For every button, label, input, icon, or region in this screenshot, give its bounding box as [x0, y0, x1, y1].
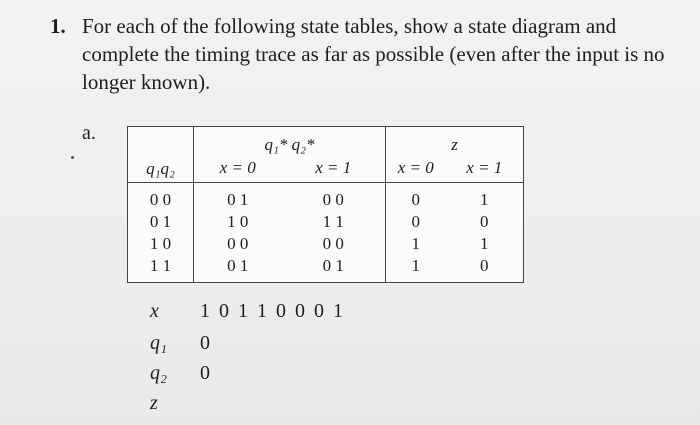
col-header-z-x1: x = 1 — [466, 158, 503, 178]
state-cell: 1 1 — [149, 255, 172, 275]
trace-label-q1: q₁ — [150, 332, 167, 354]
output-x0-cell: 0 — [411, 189, 420, 209]
output-x0-cell: 0 — [411, 211, 420, 231]
next-state-x1-cell: 0 1 — [322, 255, 344, 275]
next-state-x0-cell: 1 0 — [227, 211, 249, 231]
margin-dot — [71, 156, 74, 159]
state-cell: 1 0 — [149, 233, 172, 253]
output-x1-cell: 1 — [480, 233, 489, 253]
state-cell: 0 0 — [149, 189, 172, 209]
trace-values-q2: 0 — [200, 362, 210, 384]
next-state-x1-cell: 0 0 — [322, 233, 344, 253]
next-state-x1-cell: 1 1 — [322, 211, 344, 231]
trace-label-x: x — [150, 300, 159, 322]
output-x1-cell: 0 — [480, 211, 489, 231]
col-header-z-x0: x = 0 — [397, 158, 434, 178]
col-header-ns-x1: x = 1 — [315, 158, 352, 178]
next-state-x0-cell: 0 1 — [227, 255, 249, 275]
state-header: q₁q₂ — [146, 159, 175, 178]
part-label: a. — [82, 122, 96, 144]
output-x0-cell: 1 — [411, 233, 420, 253]
output-x1-cell: 1 — [480, 189, 489, 209]
trace-values-q1: 0 — [200, 332, 210, 354]
next-state-header: q₁* q₂* — [264, 134, 315, 154]
next-state-x0-cell: 0 1 — [227, 189, 249, 209]
trace-label-z: z — [150, 392, 158, 414]
trace-label-q2: q₂ — [150, 362, 167, 384]
output-x1-cell: 0 — [480, 255, 489, 275]
next-state-x1-cell: 0 0 — [322, 189, 344, 209]
trace-values-x: 1 0 1 1 0 0 0 1 — [200, 300, 343, 322]
output-header: z — [451, 134, 458, 154]
problem-number: 1. — [50, 14, 66, 38]
state-cell: 0 1 — [149, 211, 172, 231]
col-header-ns-x0: x = 0 — [219, 158, 256, 178]
problem-statement — [50, 12, 690, 96]
state-table — [127, 126, 524, 283]
output-x0-cell: 1 — [411, 255, 420, 275]
problem-text: For each of the following state tables, show a state diagram and complete the timing trace as far as possible (even after the input is no longer known). — [82, 14, 665, 94]
next-state-x0-cell: 0 0 — [227, 233, 249, 253]
